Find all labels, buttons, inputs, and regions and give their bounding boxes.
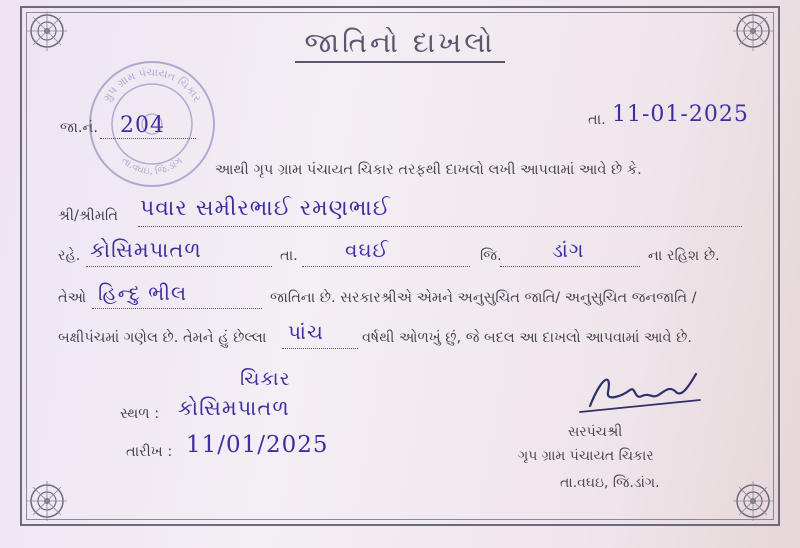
years-pre-text: બક્ષીપંચમાં ગણેલ છે. તેમને હું છેલ્લા bbox=[58, 330, 267, 346]
date-bottom-label: તારીખ : bbox=[126, 444, 173, 460]
residence-label: રહે. bbox=[58, 248, 81, 264]
certificate-title: જાતિનો દાખલો bbox=[0, 26, 800, 60]
date-top-label: તા. bbox=[588, 112, 606, 128]
years-value: પાંચ bbox=[288, 320, 324, 344]
seal-text-top: ગ્રુપ ગ્રામ પંચાયત ચિકાર bbox=[100, 65, 204, 105]
name-value: પવાર સમીરભાઈ રમણભાઈ bbox=[140, 196, 391, 221]
taluka-value: વઘઈ bbox=[345, 238, 389, 262]
resident-suffix: ના રહિશ છે. bbox=[648, 248, 720, 264]
caste-text: જાતિના છે. સરકારશ્રીએ એમને અનુસુચિત જાતિ/ અનુસુચિત જનજાતિ / bbox=[270, 290, 697, 306]
cert-number-value: 204 bbox=[120, 113, 165, 138]
dotted-line bbox=[92, 308, 262, 309]
date-bottom-value: 11/01/2025 bbox=[186, 432, 329, 458]
dotted-line bbox=[138, 226, 742, 227]
dotted-line bbox=[302, 266, 470, 267]
caste-value: હિન્દુ ભીલ bbox=[98, 281, 188, 305]
signature-icon bbox=[572, 366, 712, 418]
place-handwritten-top: ચિકાર bbox=[240, 368, 291, 390]
place-value: કોસિમપાતળ bbox=[178, 396, 290, 420]
corner-ornament-icon bbox=[24, 478, 70, 524]
name-label: શ્રી/શ્રીમતિ bbox=[58, 208, 118, 224]
signatory-office: ગૃપ ગ્રામ પંચાયત ચિકાર bbox=[518, 448, 654, 464]
seal-text-bottom: તા.વઘઇ, જિ.ડાંગ bbox=[119, 155, 185, 178]
signatory-role: સરપંચશ્રી bbox=[568, 424, 623, 440]
village-value: કોસિમપાતળ bbox=[90, 238, 202, 262]
place-label: સ્થળ : bbox=[120, 406, 160, 422]
date-top-value: 11-01-2025 bbox=[612, 102, 749, 127]
cert-number-label: જા.નં. bbox=[60, 120, 98, 136]
dotted-line bbox=[86, 266, 272, 267]
district-label: જિ. bbox=[480, 248, 502, 264]
caste-label: તેઓ bbox=[58, 290, 87, 306]
district-value: ડાંગ bbox=[552, 238, 585, 262]
dotted-line bbox=[100, 138, 196, 139]
dotted-line bbox=[282, 348, 358, 349]
corner-ornament-icon bbox=[730, 478, 776, 524]
taluka-label: તા. bbox=[280, 248, 298, 264]
svg-text:તા.વઘઇ, જિ.ડાંગ bbox=[119, 155, 185, 177]
intro-text: આથી ગૃપ ગ્રામ પંચાયત ચિકાર તરફથી દાખલો લખી આપવામાં આવે છે કે. bbox=[215, 162, 642, 178]
svg-text:ગ્રુપ ગ્રામ પંચાયત ચિકાર bbox=[100, 66, 204, 105]
dotted-line bbox=[500, 266, 640, 267]
signatory-address: તા.વઘઇ, જિ.ડાંગ. bbox=[560, 475, 660, 491]
years-post-text: વર્ષથી ઓળખું છું, જે બદલ આ દાખલો આપવામાં આવે છે. bbox=[362, 330, 692, 346]
